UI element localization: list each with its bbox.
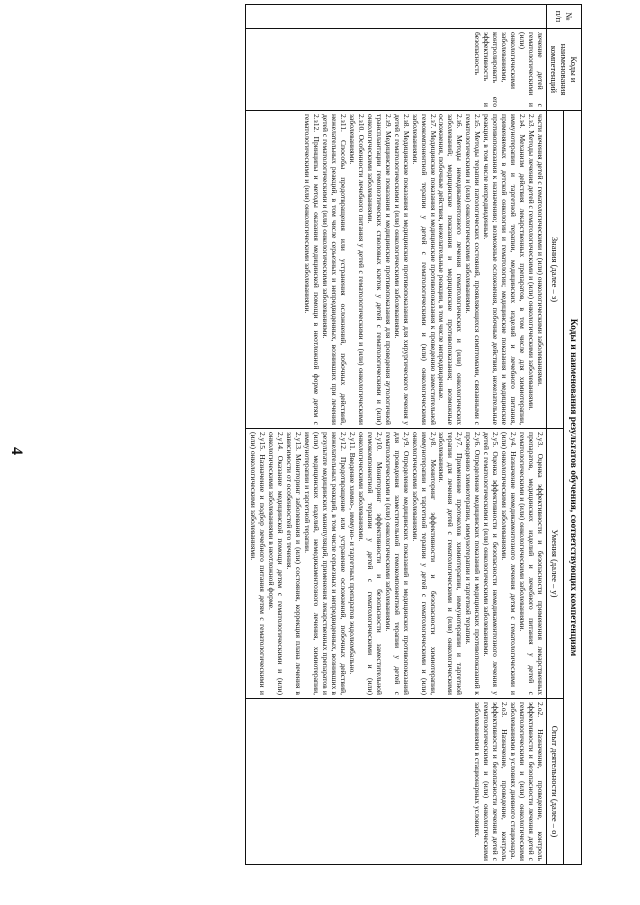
- skills-cell: [246, 429, 546, 699]
- header-codes: Коды и наименования компетенций: [546, 29, 581, 111]
- knowledge-cell: [246, 111, 546, 429]
- header-experience: Опыт деятельности (далее – о): [546, 699, 563, 865]
- header-knowledge: Знания (далее – з): [546, 111, 563, 429]
- knowledge-item: 2.з4. Механизм действия лекарственных препаратов, в том числе для химиотерапии, иммунотерапии и таргетной терапии, медицинских изделий и лечебного питания, применяемых в детской онкологии и гематологии; медицинские показания и медицинские противопоказания к назначению; возможные осложнения, побочные действия, нежелательные реакции, в том числе непредвиденные.: [482, 114, 528, 425]
- experience-cell: [246, 699, 546, 865]
- skill-item: 2.у10. Мониторинг эффективности и безопасности заместительной гемокомпонентной терапии у детей с гематологическими и (или) онкологическими заболеваниями.: [356, 432, 384, 695]
- skill-item: 2.у4. Назначение немедикаментозного лечения детям с гематологическими и (или) онкологическими заболеваниями.: [500, 432, 519, 695]
- table-row: [246, 5, 546, 865]
- skill-item: 2.у12. Предотвращение или устранение осложнений, побочных действий, нежелательных реакций, в том числе серьезных и непредвиденных, возникших в результате медицинских манипуляций, применения лекарственных препаратов и (или) медицинских изделий, немедикаментозного лечения, химиотерапии, иммунотерапии и таргетной терапии.: [303, 432, 348, 695]
- skill-item: 2.у8. Мониторинг эффективности и безопасности химиотерапии, иммунотерапии и таргетной терапии у детей с гематологическими и (или) онкологическими заболеваниями.: [410, 432, 438, 695]
- experience-item: 2.о2. Назначение, проведение, контроль эффективности и безопасности лечения детей с гематологическими и (или) онкологическими заболеваниями в условиях дневного стационара.: [509, 702, 545, 861]
- rotated-table-container: [62, 4, 582, 904]
- skill-item: 2.у7. Применение протоколов химиотерапии, иммунотерапии и таргетной терапии для лечения детей с гематологическими и (или) онкологическими заболеваниями.: [437, 432, 465, 695]
- knowledge-item: 2.з12. Принципы и методы оказания медицинской помощи в неотложной форме детям с гематологическими и (или) онкологическими заболеваниями.: [303, 114, 322, 425]
- knowledge-item: 2.з5. Методы терапии патологических состояний, проявляющихся симптомами, связанными с гематологическими и (или) онкологическими заболеваниями.: [464, 114, 483, 425]
- header-num: № п/п: [546, 5, 581, 29]
- knowledge-item: 2.з9. Медицинские показания и медицинские противопоказания для проведения аутологичной трансплантации гемопоэтических стволовых клеток у детей с гематологическими и (или) онкологическими заболеваниями.: [365, 114, 393, 425]
- knowledge-item: 2.з10. Особенности лечебного питания у детей с гематологическими и (или) онкологическими заболеваниями.: [347, 114, 366, 425]
- page-number: 4: [8, 447, 25, 455]
- skill-item: 2.у14. Оказание медицинской помощи детям с гематологическими и (или) онкологическими заболеваниями в неотложной форме.: [267, 432, 286, 695]
- knowledge-item: 2.з6. Методы немедикаментозного лечения гематологических и (или) онкологических заболеваний; медицинские показания и медицинские противопоказания; возможные осложнения, побочные действия, нежелательные реакции, в том числе непредвиденные.: [437, 114, 465, 425]
- competency-table: [246, 4, 583, 865]
- skill-item: 2.у13. Мониторинг заболевания и (или) состояния, коррекция плана лечения в зависимости от особенностей его течения.: [285, 432, 304, 695]
- knowledge-item: части лечения детей с гематологическими и (или) онкологическими заболеваниями.: [535, 114, 545, 387]
- skill-item: 2.у5. Оценка эффективности и безопасности немедикаментозного лечения у детей с гематологическими и (или) онкологическими заболеваниями.: [482, 432, 501, 695]
- knowledge-item: 2.з8. Медицинские показания и медицинские противопоказания для хирургического лечения у детей с гематологическими и (или) онкологическими заболеваниями.: [392, 114, 411, 425]
- row-num: [246, 5, 546, 29]
- skill-item: 2.у6. Определение медицинских показаний и медицинских противопоказаний к проведению химиотерапии, иммунотерапии и таргетной терапии.: [464, 432, 483, 695]
- skill-item: 2.у9. Определение медицинских показаний и медицинских противопоказаний для проведения заместительной гемокомпонентной терапии у детей с гематологическими и (или) онкологическими заболеваниями.: [383, 432, 411, 695]
- knowledge-item: 2.з3. Методы лечения детей с гематологическими и (или) онкологическими заболеваниями.: [527, 114, 536, 411]
- row-codes: лечение детей с гематологическими и (или) онкологическими заболеваниями, контролировать его эффективность и безопасность: [246, 29, 546, 111]
- skill-item: 2.у3. Оценка эффективности и безопасности применения лекарственных препаратов, медицинских изделий и лечебного питания у детей с гематологическими и (или) онкологическими заболеваниями.: [518, 432, 545, 695]
- skill-item: 2.у11. Введение химио-, иммуно- и таргетных препаратов эндолюмбально.: [347, 432, 357, 675]
- header-skills: Умения (далее – у): [546, 429, 563, 699]
- skill-item: 2.у15. Назначение и подбор лечебного питания детям с гематологическими и (или) онкологическими заболеваниями.: [249, 432, 268, 695]
- knowledge-item: 2.з11. Способы предотвращения или устранения осложнений, побочных действий, нежелательных реакций, в том числе серьезных и непредвиденных, возникших при лечении детей с гематологическими и (или) онкологическими заболеваниями.: [321, 114, 348, 425]
- knowledge-item: 2.з7. Медицинские показания и медицинские противопоказания к проведению заместительной гемокомпонентной терапии у детей с гематологическими и (или) онкологическими заболеваниями.: [410, 114, 438, 425]
- experience-item: 2.о3. Назначение, проведение, контроль эффективности и безопасности лечения детей с гематологическими и (или) онкологическими заболеваниями в стационарных условиях.: [473, 702, 510, 861]
- header-group: Коды и наименования результатов обучения, соответствующих компетенциям: [563, 111, 581, 865]
